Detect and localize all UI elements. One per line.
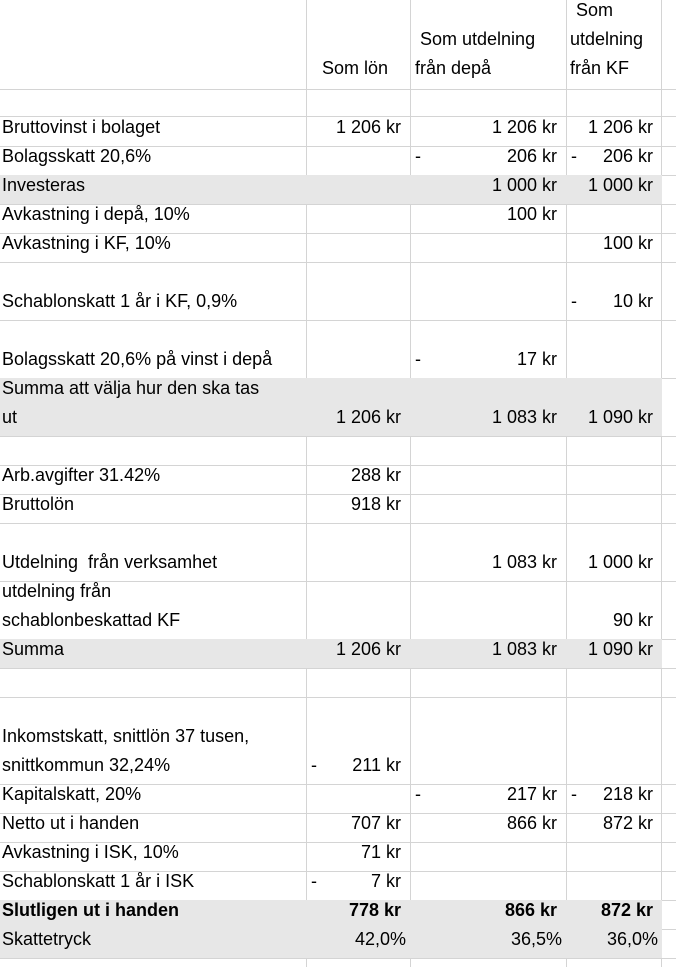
table-row — [0, 320, 662, 378]
row-label: Bolagsskatt 20,6% på vinst i depå — [2, 349, 273, 369]
header-som-lon: Som lön — [322, 58, 389, 78]
value-depa: 1 206 kr — [491, 117, 557, 137]
header-kf-line2: utdelning — [570, 29, 644, 49]
minus-sign: - — [415, 349, 421, 369]
value-lon: 778 kr — [348, 900, 401, 920]
row-label: Avkastning i depå, 10% — [2, 204, 190, 224]
value-lon: 1 206 kr — [335, 117, 401, 137]
row-label: Bruttolön — [2, 494, 75, 514]
value-kf: 10 kr — [612, 291, 653, 311]
minus-sign: - — [571, 291, 577, 311]
value-lon: 71 kr — [360, 842, 401, 862]
value-kf: 36,0% — [606, 929, 658, 949]
row-label: Arb.avgifter 31.42% — [2, 465, 161, 485]
value-depa: 17 kr — [516, 349, 557, 369]
row-label: snittkommun 32,24% — [2, 755, 171, 775]
row-label: Bolagsskatt 20,6% — [2, 146, 152, 166]
value-kf: 872 kr — [600, 900, 653, 920]
row-label: Avkastning i KF, 10% — [2, 233, 171, 253]
table-row — [0, 929, 662, 958]
header-depa-line1: Som utdelning — [420, 29, 536, 49]
row-label: Slutligen ut i handen — [2, 900, 179, 920]
value-depa: 217 kr — [506, 784, 557, 804]
minus-sign: - — [311, 871, 317, 891]
value-kf: 100 kr — [602, 233, 653, 253]
value-kf: 1 206 kr — [587, 117, 653, 137]
value-kf: 218 kr — [602, 784, 653, 804]
table-row — [0, 523, 662, 581]
value-kf: 1 000 kr — [587, 175, 653, 195]
minus-sign: - — [415, 784, 421, 804]
value-lon: 42,0% — [354, 929, 406, 949]
minus-sign: - — [571, 146, 577, 166]
table-row — [0, 378, 662, 436]
value-kf: 1 090 kr — [587, 639, 653, 659]
row-divider — [0, 668, 676, 669]
table-row — [0, 494, 662, 523]
value-depa: 1 083 kr — [491, 639, 557, 659]
value-depa: 100 kr — [506, 204, 557, 224]
row-label: Kapitalskatt, 20% — [2, 784, 142, 804]
value-lon: 918 kr — [350, 494, 401, 514]
value-lon: 7 kr — [370, 871, 401, 891]
row-label: Utdelning från verksamhet — [2, 552, 218, 572]
value-depa: 866 kr — [504, 900, 557, 920]
header-depa-line2: från depå — [415, 58, 492, 78]
value-depa: 36,5% — [510, 929, 562, 949]
value-depa: 866 kr — [506, 813, 557, 833]
value-kf: 206 kr — [602, 146, 653, 166]
table-row — [0, 581, 662, 639]
row-divider — [0, 89, 676, 90]
value-kf: 1 090 kr — [587, 407, 653, 427]
header-kf-line1: Som — [576, 0, 614, 20]
row-label: Summa — [2, 639, 65, 659]
value-kf: 1 000 kr — [587, 552, 653, 572]
value-depa: 1 083 kr — [491, 552, 557, 572]
value-lon: 288 kr — [350, 465, 401, 485]
value-kf: 872 kr — [602, 813, 653, 833]
row-label: schablonbeskattad KF — [2, 610, 181, 630]
value-kf: 90 kr — [612, 610, 653, 630]
header-row — [0, 0, 662, 89]
table-row — [0, 233, 662, 262]
value-lon: 211 kr — [352, 755, 401, 775]
minus-sign: - — [311, 755, 317, 775]
table-row — [0, 639, 662, 668]
minus-sign: - — [415, 146, 421, 166]
table-row — [0, 726, 662, 784]
row-label: utdelning från — [2, 581, 112, 601]
row-label: Bruttovinst i bolaget — [2, 117, 161, 137]
value-depa: 1 083 kr — [491, 407, 557, 427]
minus-sign: - — [571, 784, 577, 804]
row-label: Summa att välja hur den ska tas — [2, 378, 260, 398]
value-depa: 1 000 kr — [491, 175, 557, 195]
row-label: Inkomstskatt, snittlön 37 tusen, — [2, 726, 250, 746]
row-label: Schablonskatt 1 år i ISK — [2, 871, 195, 891]
row-label: ut — [2, 407, 18, 427]
header-kf-line3: från KF — [570, 58, 630, 78]
row-label: Netto ut i handen — [2, 813, 140, 833]
row-label: Investeras — [2, 175, 86, 195]
row-label: Schablonskatt 1 år i KF, 0,9% — [2, 291, 238, 311]
row-label: Skattetryck — [2, 929, 92, 949]
value-lon: 1 206 kr — [335, 639, 401, 659]
row-label: Avkastning i ISK, 10% — [2, 842, 179, 862]
table-row — [0, 262, 662, 320]
value-depa: 206 kr — [506, 146, 557, 166]
row-divider — [0, 436, 676, 437]
value-lon: 1 206 kr — [335, 407, 401, 427]
row-divider — [0, 958, 676, 959]
value-lon: 707 kr — [350, 813, 401, 833]
row-divider — [0, 697, 676, 698]
